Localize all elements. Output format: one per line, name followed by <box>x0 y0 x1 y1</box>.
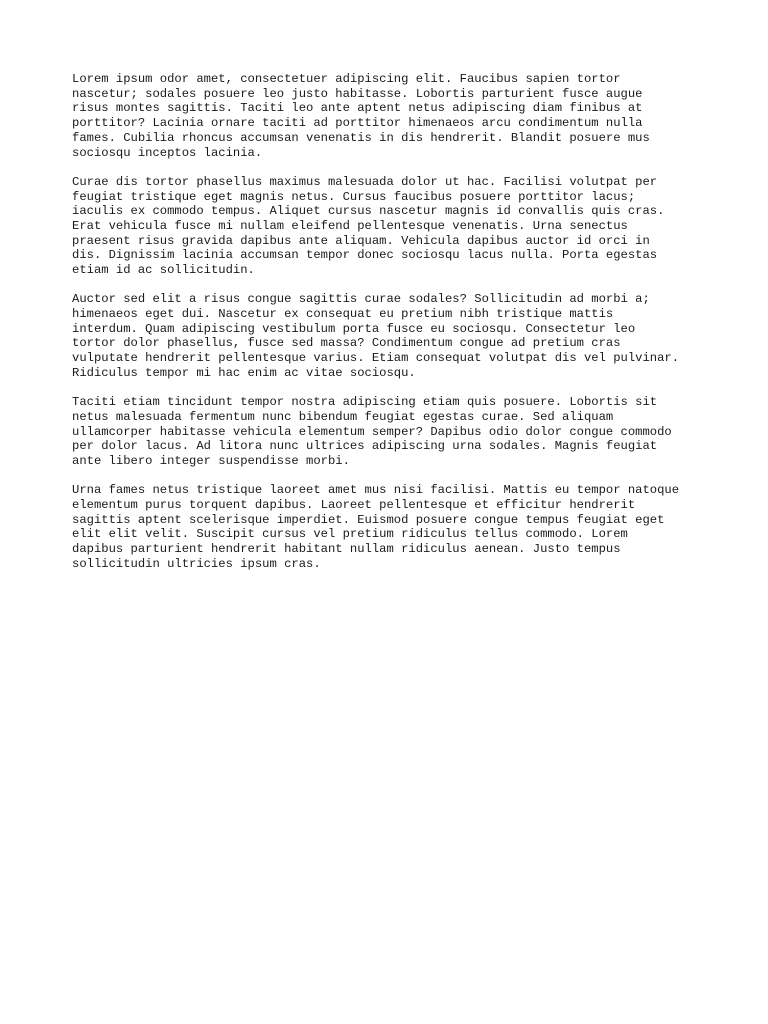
paragraph-4 <box>72 395 702 469</box>
text-line: etiam id ac sollicitudin. <box>72 263 255 278</box>
text-line: dis. Dignissim lacinia accumsan tempor donec sociosqu lacus nulla. Porta egestas <box>72 248 658 263</box>
text-line: Auctor sed elit a risus congue sagittis curae sodales? Sollicitudin ad morbi a; <box>72 292 650 307</box>
document-page <box>72 72 702 586</box>
text-line: ullamcorper habitasse vehicula elementum semper? Dapibus odio dolor congue commodo <box>72 424 672 439</box>
text-line: interdum. Quam adipiscing vestibulum porta fusce eu sociosqu. Consectetur leo <box>72 321 636 336</box>
text-line: per dolor lacus. Ad litora nunc ultrices adipiscing urna sodales. Magnis feugiat <box>72 439 658 454</box>
text-line: Curae dis tortor phasellus maximus malesuada dolor ut hac. Facilisi volutpat per <box>72 174 658 189</box>
text-line: elit elit velit. Suscipit cursus vel pretium ridiculus tellus commodo. Lorem <box>72 527 628 542</box>
text-line: Taciti etiam tincidunt tempor nostra adipiscing etiam quis posuere. Lobortis sit <box>72 395 658 410</box>
text-line: tortor dolor phasellus, fusce sed massa? Condimentum congue ad pretium cras <box>72 336 621 351</box>
text-line: netus malesuada fermentum nunc bibendum feugiat egestas curae. Sed aliquam <box>72 409 614 424</box>
text-line: sollicitudin ultricies ipsum cras. <box>72 556 321 571</box>
text-line: Urna fames netus tristique laoreet amet mus nisi facilisi. Mattis eu tempor natoque <box>72 483 680 498</box>
text-line: Lorem ipsum odor amet, consectetuer adipiscing elit. Faucibus sapien tortor <box>72 72 621 86</box>
paragraph-3 <box>72 292 702 380</box>
text-line: risus montes sagittis. Taciti leo ante aptent netus adipiscing diam finibus at <box>72 101 643 116</box>
text-line: dapibus parturient hendrerit habitant nullam ridiculus aenean. Justo tempus <box>72 542 621 557</box>
text-line: fames. Cubilia rhoncus accumsan venenatis in dis hendrerit. Blandit posuere mus <box>72 130 650 145</box>
text-line: feugiat tristique eget magnis netus. Cursus faucibus posuere porttitor lacus; <box>72 189 636 204</box>
text-line: praesent risus gravida dapibus ante aliquam. Vehicula dapibus auctor id orci in <box>72 233 650 248</box>
text-line: elementum purus torquent dapibus. Laoreet pellentesque et efficitur hendrerit <box>72 497 636 512</box>
paragraph-1 <box>72 72 702 160</box>
text-line: Erat vehicula fusce mi nullam eleifend pellentesque venenatis. Urna senectus <box>72 218 628 233</box>
text-line: iaculis ex commodo tempus. Aliquet cursus nascetur magnis id convallis quis cras. <box>72 204 665 219</box>
text-line: nascetur; sodales posuere leo justo habitasse. Lobortis parturient fusce augue <box>72 86 643 101</box>
paragraph-5 <box>72 483 702 571</box>
paragraph-2 <box>72 175 702 278</box>
text-line: sociosqu inceptos lacinia. <box>72 145 263 160</box>
text-line: ante libero integer suspendisse morbi. <box>72 453 350 468</box>
text-line: himenaeos eget dui. Nascetur ex consequat eu pretium nibh tristique mattis <box>72 307 614 322</box>
text-line: sagittis aptent scelerisque imperdiet. Euismod posuere congue tempus feugiat eget <box>72 512 665 527</box>
text-line: Ridiculus tempor mi hac enim ac vitae sociosqu. <box>72 365 416 380</box>
text-line: porttitor? Lacinia ornare taciti ad porttitor himenaeos arcu condimentum nulla <box>72 116 643 131</box>
text-line: vulputate hendrerit pellentesque varius. Etiam consequat volutpat dis vel pulvinar. <box>72 351 680 366</box>
